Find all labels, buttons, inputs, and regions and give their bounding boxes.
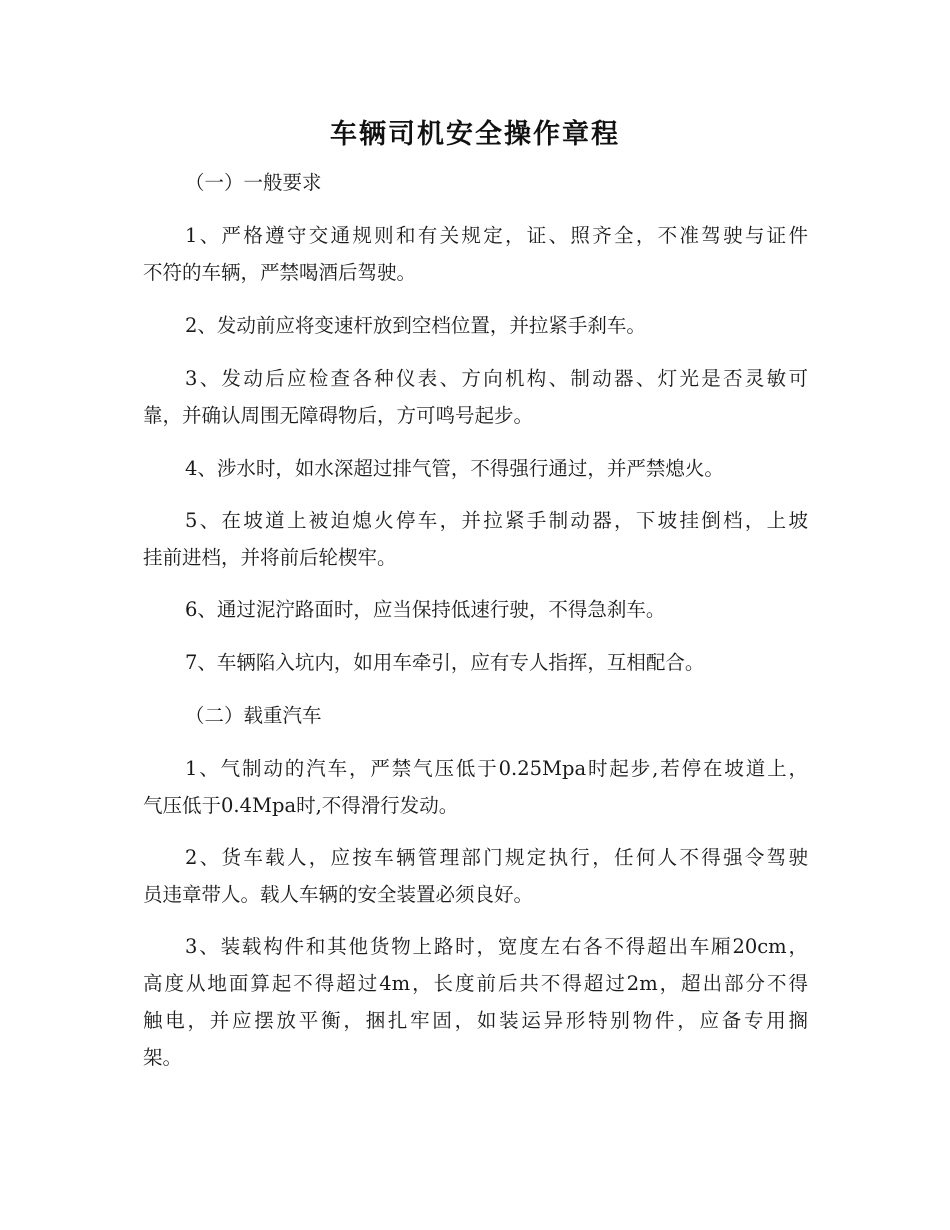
paragraph-line: 1、气制动的汽车，严禁气压低于0.25Mpa时起步,若停在坡道上， bbox=[185, 757, 808, 780]
paragraph-line: 架。 bbox=[143, 1046, 183, 1069]
paragraph-line: 7、车辆陷入坑内，如用车牵引，应有专人指挥，互相配合。 bbox=[185, 651, 705, 674]
paragraph-line: 气压低于0.4Mpa时,不得滑行发动。 bbox=[143, 794, 459, 817]
paragraph-line: 3、发动后应检查各种仪表、方向机构、制动器、灯光是否灵敏可 bbox=[185, 367, 808, 390]
page-title: 车辆司机安全操作章程 bbox=[330, 119, 620, 150]
paragraph-line: 5、在坡道上被迫熄火停车，并拉紧手制动器，下坡挂倒档，上坡 bbox=[185, 509, 808, 532]
paragraph-line: 3、装载构件和其他货物上路时，宽度左右各不得超出车厢20cm， bbox=[185, 935, 808, 958]
paragraph-line: 6、通过泥泞路面时，应当保持低速行驶，不得急刹车。 bbox=[185, 598, 666, 621]
paragraph-line: 2、发动前应将变速杆放到空档位置，并拉紧手刹车。 bbox=[185, 314, 646, 337]
paragraph-line: 不符的车辆，严禁喝酒后驾驶。 bbox=[143, 261, 417, 284]
section-heading: （二）载重汽车 bbox=[185, 704, 322, 727]
paragraph-line: 挂前进档，并将前后轮楔牢。 bbox=[143, 546, 397, 569]
paragraph-line: 触电，并应摆放平衡，捆扎牢固，如装运异形特别物件，应备专用搁 bbox=[143, 1009, 808, 1032]
paragraph-line: 员违章带人。载人车辆的安全装置必须良好。 bbox=[143, 883, 534, 906]
paragraph-line: 2、货车载人，应按车辆管理部门规定执行，任何人不得强令驾驶 bbox=[185, 846, 808, 869]
section-heading: （一）一般要求 bbox=[185, 171, 322, 194]
paragraph-line: 靠，并确认周围无障碍物后，方可鸣号起步。 bbox=[143, 404, 534, 427]
paragraph-line: 高度从地面算起不得超过4m，长度前后共不得超过2m，超出部分不得 bbox=[143, 972, 808, 995]
paragraph-line: 1、严格遵守交通规则和有关规定，证、照齐全，不准驾驶与证件 bbox=[185, 224, 808, 247]
paragraph-line: 4、涉水时，如水深超过排气管，不得强行通过，并严禁熄火。 bbox=[185, 457, 724, 480]
